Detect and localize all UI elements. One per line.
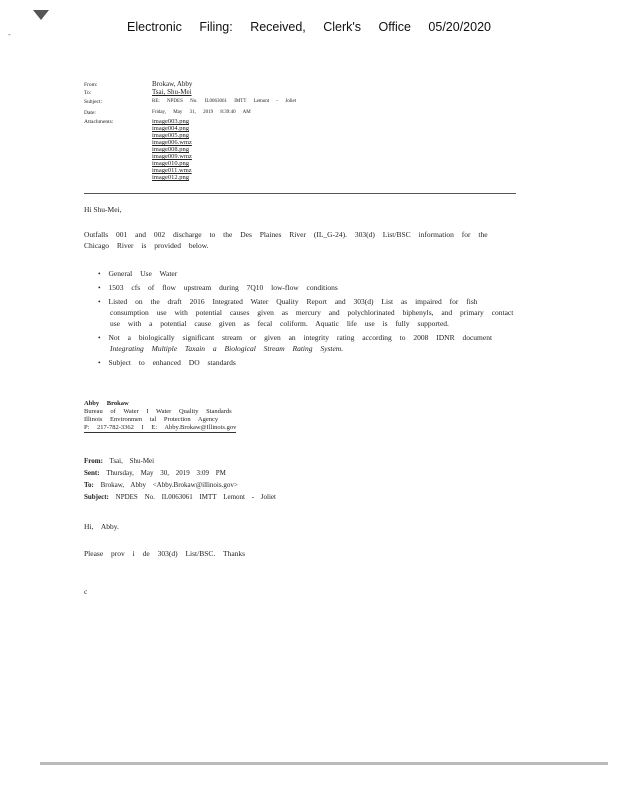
filing-stamp: Electronic Filing: Received, Clerk's Office 05/20/2020 xyxy=(127,20,491,34)
header-divider xyxy=(84,193,516,194)
greeting: Hi Shu-Mei, xyxy=(84,205,122,214)
list-item: • Listed on the draft 2016 Integrated Water Quality Report and 303(d) List as impaired for fish consumption use with potential causes given as mercury and polychlorinated biphenyls, and primary contact use with a potential cause given as fecal coliform. Aquatic life use is fully supported. xyxy=(98,297,514,328)
list-item: • 1503 cfs of flow upstream during 7Q10 low-flow conditions xyxy=(98,283,338,292)
signature-contact: P: 217-782-3362 I E: Abby.Brokaw@Illinois.gov xyxy=(84,424,237,431)
list-item: • Not a biologically significant stream or given an integrity rating according to 2008 IDNR document Integrating Multiple Taxain a Biological Stream Rating System. xyxy=(98,333,493,353)
footer-mark: c xyxy=(84,587,88,596)
original-body: Please prov i de 303(d) List/BSC. Thanks xyxy=(84,549,246,558)
corner-dot: - xyxy=(8,30,11,39)
date-value: Friday, May 31, 2019 8:39:40 AM xyxy=(152,110,251,115)
attachment-link[interactable]: image003.png xyxy=(152,118,190,125)
from-value: Brokaw, Abby xyxy=(152,80,193,88)
from-label: From: xyxy=(84,82,98,88)
subject-label: Subject: xyxy=(84,99,103,105)
signature-block xyxy=(84,400,236,433)
to-label: To: xyxy=(84,90,92,96)
bullet-list xyxy=(98,268,518,371)
attachment-link[interactable]: image006.wmz xyxy=(152,139,192,146)
signature-line: Bureau of Water I Water Quality Standards xyxy=(84,408,232,415)
intro-paragraph: Outfalls 001 and 002 discharge to the Des Plaines River (IL_G-24). 303(d) List/BSC information for the Chicago River is provided below. xyxy=(84,230,488,250)
original-sent: Sent: Thursday, May 30, 2019 3:09 PM xyxy=(84,469,226,477)
attachment-link[interactable]: image008.png xyxy=(152,146,190,153)
original-message xyxy=(84,455,276,503)
to-value: Tsai, Shu-Mei xyxy=(152,88,192,96)
signature-name: Abby Brokaw xyxy=(84,400,129,407)
date-label: Date: xyxy=(84,110,96,116)
corner-arrow-icon xyxy=(33,10,49,20)
attachment-link[interactable]: image005.png xyxy=(152,132,190,139)
original-subject: Subject: NPDES No. IL0063061 IMTT Lemont - Joliet xyxy=(84,493,276,501)
page-bottom-bar xyxy=(40,762,608,765)
list-item: • Subject to enhanced DO standards xyxy=(98,358,236,367)
original-greeting: Hi, Abby. xyxy=(84,522,119,531)
attachments-list xyxy=(152,118,192,181)
subject-value: RE: NPDES No. IL0063061 IMTT Lemont - Joliet xyxy=(152,99,297,104)
original-to: To: Brokaw, Abby <Abby.Brokaw@illinois.gov> xyxy=(84,481,238,489)
attachment-link[interactable]: image004.png xyxy=(152,125,190,132)
attachment-link[interactable]: image011.wmz xyxy=(152,167,192,174)
list-item: • General Use Water xyxy=(98,269,178,278)
attachment-link[interactable]: image010.png xyxy=(152,160,190,167)
attachments-label: Attachments: xyxy=(84,119,114,125)
attachment-link[interactable]: image009.wmz xyxy=(152,153,192,160)
signature-line: Illinois Environmen tal Protection Agency xyxy=(84,416,219,423)
original-from: From: Tsai, Shu-Mei xyxy=(84,457,155,465)
attachment-link[interactable]: image012.png xyxy=(152,174,190,181)
